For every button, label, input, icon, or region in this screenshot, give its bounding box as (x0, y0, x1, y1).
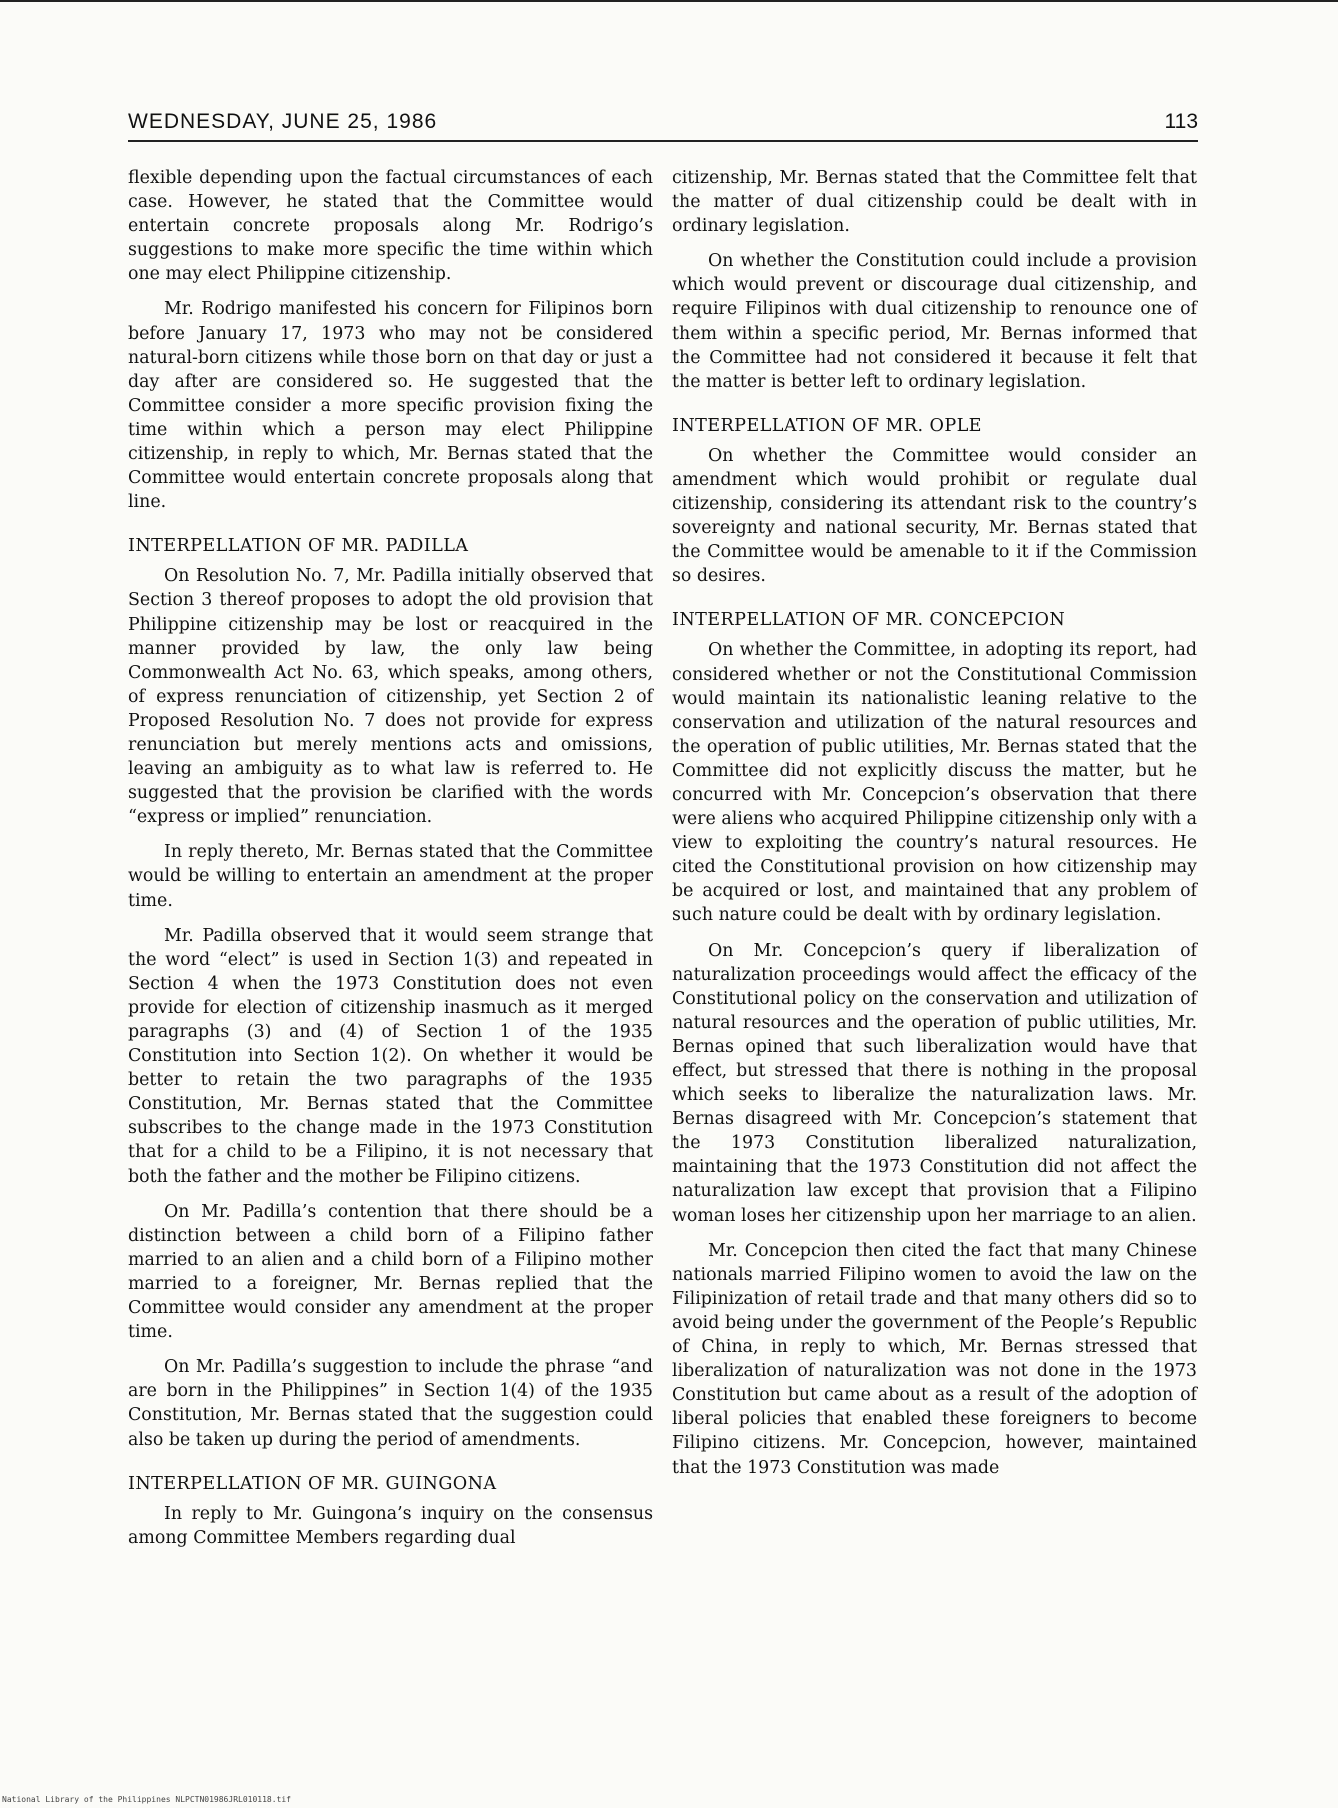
top-border-rule (0, 0, 1338, 2)
paragraph: On whether the Committee, in adopting its report, had considered whether or not the Constitutional Commission would maintain its nationalistic leaning relative to the conservation and utilization of the natural resources and the operation of public utilities, Mr. Bernas stated that the Committee did not explicitly discuss the matter, but he concurred with Mr. Concepcion’s observation that there were aliens who acquired Philippine citizenship only with a view to exploiting the country’s natural resources. He cited the Constitutional provision on how citizenship may be acquired or lost, and maintained that any problem of such nature could be dealt with by ordinary legislation. (672, 640, 1197, 926)
paragraph: Mr. Padilla observed that it would seem strange that the word “elect” is used in Section 1(3) and repeated in Section 4 when the 1973 Constitution does not even provide for election of citizenship inasmuch as it merged paragraphs (3) and (4) of Section 1 of the 1935 Constitution into Section 1(2). On whether it would be better to retain the two paragraphs of the 1935 Constitution, Mr. Bernas stated that the Committee subscribes to the change made in the 1973 Constitution that for a child to be a Filipino, it is not necessary that both the father and the mother be Filipino citizens. (128, 925, 653, 1187)
paragraph: On Mr. Concepcion’s query if liberalization of naturalization proceedings would affect the efficacy of the Constitutional policy on the conservation and utilization of natural resources and the operation of public utilities, Mr. Bernas opined that such liberalization would have that effect, but stressed that there is nothing in the proposal which seeks to liberalize the naturalization laws. Mr. Bernas disagreed with Mr. Concepcion’s statement that the 1973 Constitution liberalized naturalization, maintaining that the 1973 Constitution did not affect the naturalization law except that provision that a Filipino woman loses her citizenship upon her marriage to an alien. (672, 940, 1197, 1226)
paragraph: In reply thereto, Mr. Bernas stated that the Committee would be willing to entertain an amendment at the proper time. (128, 842, 653, 911)
paragraph: citizenship, Mr. Bernas stated that the Committee felt that the matter of dual citizenship could be dealt with in ordinary legislation. (672, 168, 1197, 237)
paragraph: On Mr. Padilla’s suggestion to include the phrase “and are born in the Philippines” in Section 1(4) of the 1935 Constitution, Mr. Bernas stated that the suggestion could also be taken up during the period of amendments. (128, 1357, 653, 1450)
page-date: WEDNESDAY, JUNE 25, 1986 (128, 110, 438, 133)
library-footer: National Library of the Philippines NLPCTN01986JRL010118.tif (2, 1795, 291, 1804)
right-column (672, 166, 1197, 1491)
page-header (128, 110, 1198, 142)
paragraph: Mr. Concepcion then cited the fact that many Chinese nationals married Filipino women to avoid the law on the Filipinization of retail trade and that many others did so to avoid being under the government of the People’s Republic of China, in reply to which, Mr. Bernas stressed that liberalization of naturalization was not done in the 1973 Constitution but came about as a result of the adoption of liberal policies that enabled these foreigners to become Filipino citizens. Mr. Concepcion, however, maintained that the 1973 Constitution was made (672, 1240, 1197, 1478)
section-heading: INTERPELLATION OF MR. CONCEPCION (672, 610, 1066, 631)
section-heading: INTERPELLATION OF MR. GUINGONA (128, 1473, 497, 1494)
paragraph: flexible depending upon the factual circumstances of each case. However, he stated that the Committee would entertain concrete proposals along Mr. Rodrigo’s suggestions to make more specific the time within which one may elect Philippine citizenship. (128, 168, 653, 285)
paragraph: On Mr. Padilla’s contention that there should be a distinction between a child born of a Filipino father married to an alien and a child born of a Filipino mother married to a foreigner, Mr. Bernas replied that the Committee would consider any amendment at the proper time. (128, 1201, 653, 1343)
section-heading: INTERPELLATION OF MR. OPLE (672, 415, 982, 436)
paragraph: On whether the Committee would consider an amendment which would prohibit or regulate dual citizenship, considering its attendant risk to the country’s sovereignty and national security, Mr. Bernas stated that the Committee would be amenable to it if the Commission so desires. (672, 445, 1197, 587)
left-column (128, 166, 653, 1561)
paragraph: Mr. Rodrigo manifested his concern for Filipinos born before January 17, 1973 who may not be considered natural-born citizens while those born on that day or just a day after are considered so. He suggested that the Committee consider a more specific provision fixing the time within which a person may elect Philippine citizenship, in reply to which, Mr. Bernas stated that the Committee would entertain concrete proposals along that line. (128, 299, 653, 513)
page-number: 113 (1164, 110, 1198, 133)
paragraph: On Resolution No. 7, Mr. Padilla initially observed that Section 3 thereof proposes to adopt the old provision that Philippine citizenship may be lost or reacquired in the manner provided by law, the only law being Commonwealth Act No. 63, which speaks, among others, of express renunciation of citizenship, yet Section 2 of Proposed Resolution No. 7 does not provide for express renunciation but merely mentions acts and omissions, leaving an ambiguity as to what law is referred to. He suggested that the provision be clarified with the words “express or implied” renunciation. (128, 566, 653, 828)
paragraph: On whether the Constitution could include a provision which would prevent or discourage dual citizenship, and require Filipinos with dual citizenship to renounce one of them within a specific period, Mr. Bernas informed that the Committee had not considered it because it felt that the matter is better left to ordinary legislation. (672, 251, 1197, 392)
section-heading: INTERPELLATION OF MR. PADILLA (128, 536, 469, 557)
paragraph: In reply to Mr. Guingona’s inquiry on the consensus among Committee Members regarding dual (128, 1503, 653, 1548)
